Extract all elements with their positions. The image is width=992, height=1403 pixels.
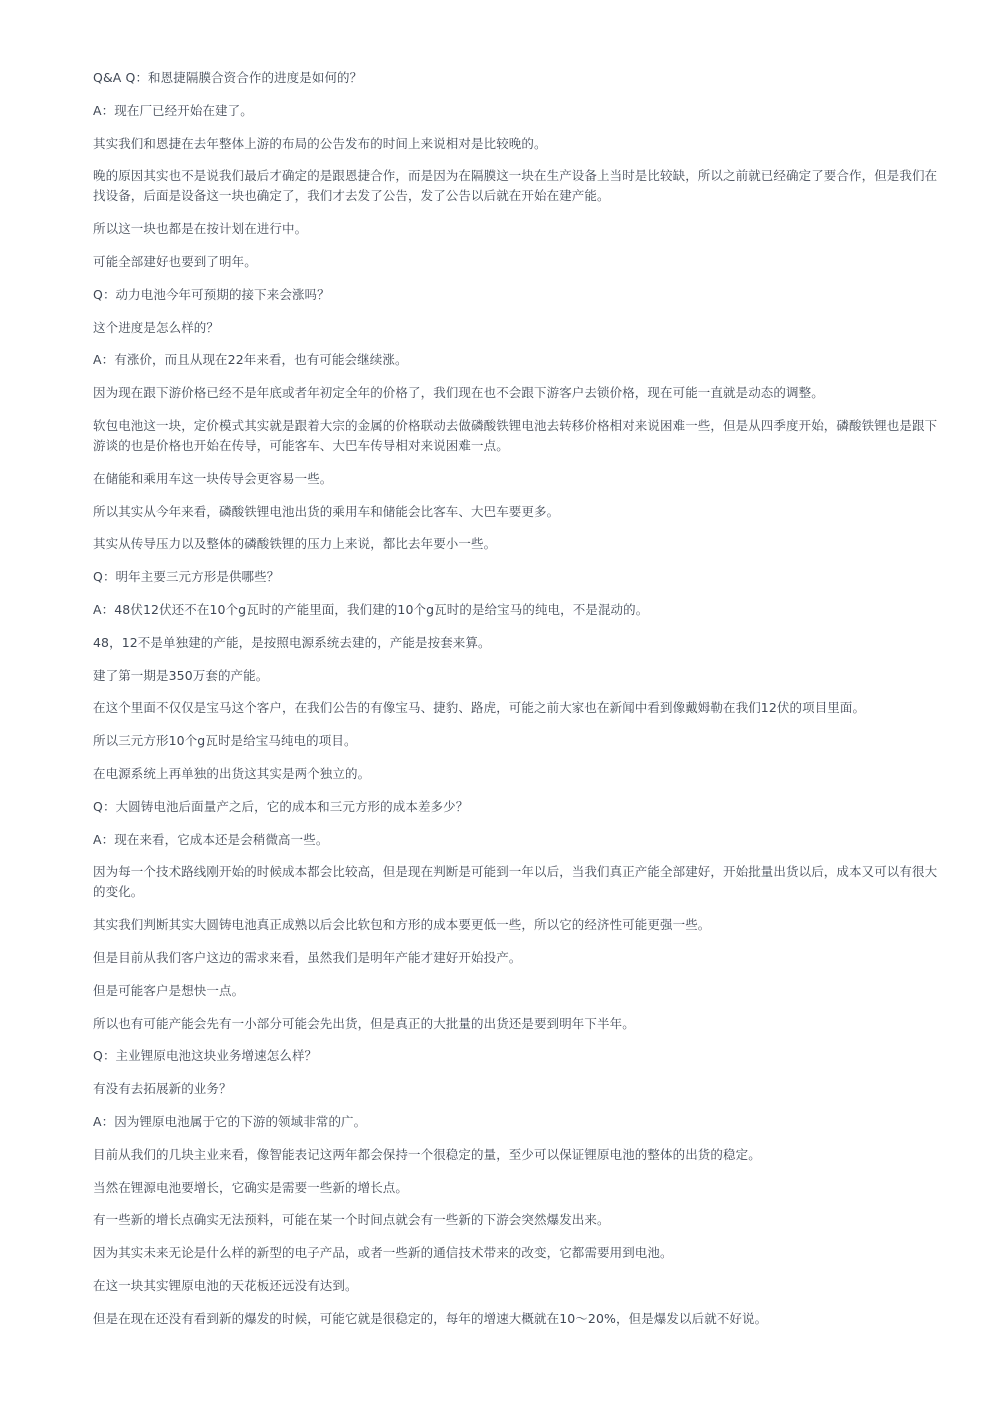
paragraph: 其实我们和恩捷在去年整体上游的布局的公告发布的时间上来说相对是比较晚的。 <box>93 135 547 151</box>
paragraph: 所以也有可能产能会先有一小部分可能会先出货，但是真正的大批量的出货还是要到明年下半年。 <box>93 1015 635 1031</box>
paragraph: 目前从我们的几块主业来看，像智能表记这两年都会保持一个很稳定的量，至少可以保证锂原电池的整体的出货的稳定。 <box>93 1146 761 1162</box>
paragraph: Q&A Q：和恩捷隔膜合资合作的进度是如何的？ <box>93 70 363 85</box>
paragraph: 因为每一个技术路线刚开始的时候成本都会比较高，但是现在判断是可能到一年以后，当我们真正产能全部建好，开始批量出货以后，成本又可以有很大的变化。 <box>93 864 938 900</box>
paragraph: 但是在现在还没有看到新的爆发的时候，可能它就是很稳定的，每年的增速大概就在10～20%，但是爆发以后就不好说。 <box>93 1310 768 1326</box>
paragraph: 有没有去拓展新的业务？ <box>93 1081 232 1097</box>
paragraph: 晚的原因其实也不是说我们最后才确定的是跟恩捷合作，而是因为在隔膜这一块在生产设备上当时是比较缺，所以之前就已经确定了要合作，但是我们在找设备，后面是设备这一块也确定了，我们才去发了公告，发了公告以后就在开始在建产能。 <box>93 168 938 204</box>
paragraph: A：现在厂已经开始在建了。 <box>93 102 253 118</box>
paragraph: 但是目前从我们客户这边的需求来看，虽然我们是明年产能才建好开始投产。 <box>93 949 522 965</box>
paragraph: A：因为锂原电池属于它的下游的领域非常的广。 <box>93 1113 367 1129</box>
paragraph: 所以三元方形10个g瓦时是给宝马纯电的项目。 <box>93 733 357 749</box>
paragraph: 在这个里面不仅仅是宝马这个客户，在我们公告的有像宝马、捷豹、路虎，可能之前大家也在新闻中看到像戴姆勒在我们12伏的项目里面。 <box>93 700 866 716</box>
paragraph: 因为其实未来无论是什么样的新型的电子产品，或者一些新的通信技术带来的改变，它都需要用到电池。 <box>93 1245 673 1261</box>
paragraph: 所以其实从今年来看，磷酸铁锂电池出货的乘用车和储能会比客车、大巴车要更多。 <box>93 503 560 519</box>
paragraph: 软包电池这一块，定价模式其实就是跟着大宗的金属的价格联动去做磷酸铁锂电池去转移价格相对来说困难一些，但是从四季度开始，磷酸铁锂也是跟下游谈的也是价格也开始在传导，可能客车、大巴车传导相对来说困难一点。 <box>93 417 938 453</box>
paragraph: 在电源系统上再单独的出货这其实是两个独立的。 <box>93 765 371 781</box>
paragraph: A：现在来看，它成本还是会稍微高一些。 <box>93 831 329 847</box>
paragraph: 建了第一期是350万套的产能。 <box>93 667 269 683</box>
paragraph: 在这一块其实锂原电池的天花板还远没有达到。 <box>93 1277 358 1293</box>
paragraph: 48，12不是单独建的产能，是按照电源系统去建的，产能是按套来算。 <box>93 634 491 650</box>
paragraph: 可能全部建好也要到了明年。 <box>93 253 257 269</box>
paragraph: Q：主业锂原电池这块业务增速怎么样？ <box>93 1048 318 1064</box>
paragraph: A：48伏12伏还不在10个g瓦时的产能里面，我们建的10个g瓦时的是给宝马的纯电，不是混动的。 <box>93 601 649 617</box>
paragraph: 所以这一块也都是在按计划在进行中。 <box>93 221 308 237</box>
document-body <box>93 68 945 1341</box>
paragraph: 因为现在跟下游价格已经不是年底或者年初定全年的价格了，我们现在也不会跟下游客户去锁价格，现在可能一直就是动态的调整。 <box>93 385 824 401</box>
paragraph: 当然在锂源电池要增长，它确实是需要一些新的增长点。 <box>93 1179 409 1195</box>
paragraph: 这个进度是怎么样的？ <box>93 319 220 335</box>
paragraph: A：有涨价，而且从现在22年来看，也有可能会继续涨。 <box>93 352 408 368</box>
paragraph: 有一些新的增长点确实无法预料，可能在某一个时间点就会有一些新的下游会突然爆发出来。 <box>93 1212 610 1228</box>
paragraph: 其实从传导压力以及整体的磷酸铁锂的压力上来说，都比去年要小一些。 <box>93 536 497 552</box>
paragraph: 在储能和乘用车这一块传导会更容易一些。 <box>93 470 333 486</box>
paragraph: 其实我们判断其实大圆铸电池真正成熟以后会比软包和方形的成本要更低一些，所以它的经济性可能更强一些。 <box>93 917 711 933</box>
paragraph: 但是可能客户是想快一点。 <box>93 982 245 998</box>
paragraph: Q：明年主要三元方形是供哪些？ <box>93 569 280 585</box>
paragraph: Q：大圆铸电池后面量产之后，它的成本和三元方形的成本差多少？ <box>93 798 469 814</box>
paragraph: Q：动力电池今年可预期的接下来会涨吗？ <box>93 286 330 302</box>
